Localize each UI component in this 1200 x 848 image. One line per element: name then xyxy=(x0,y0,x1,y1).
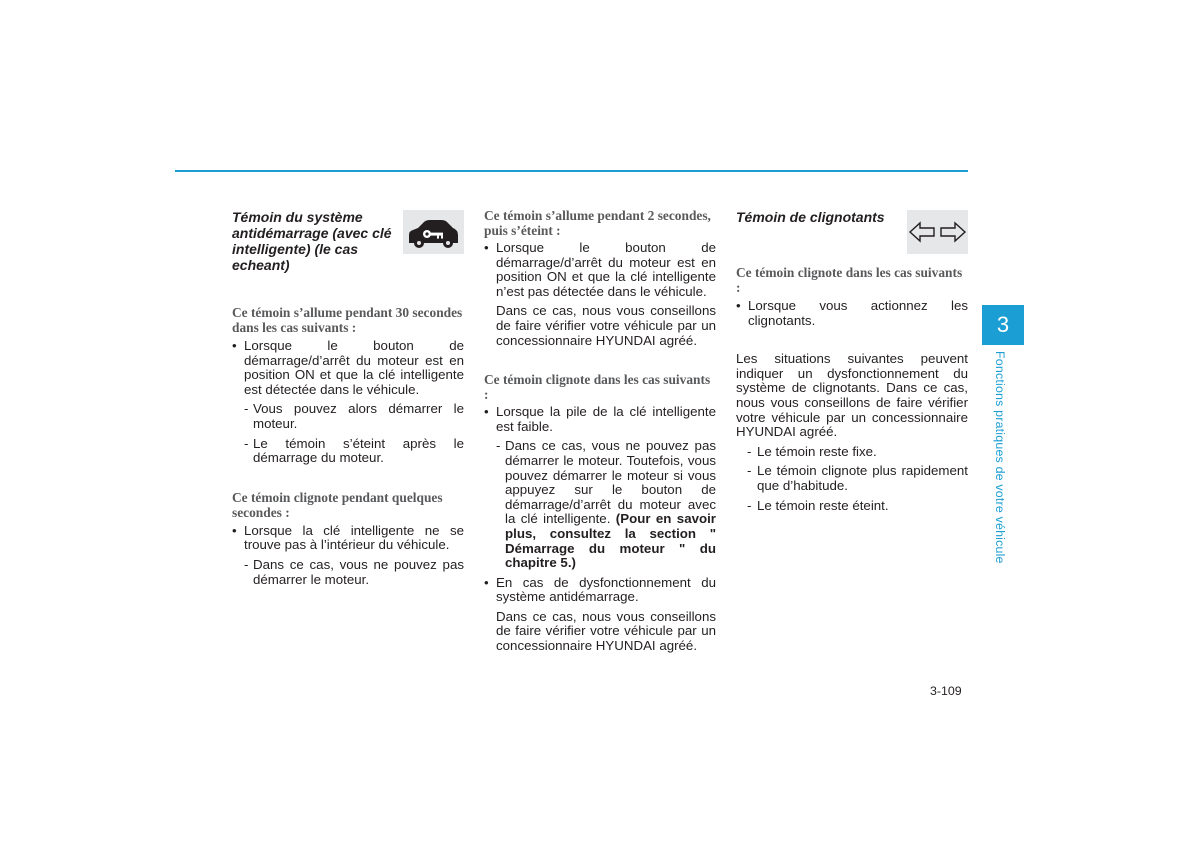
bullet-mark: • xyxy=(484,240,489,255)
chapter-title: Fonctions pratiques de votre véhicule xyxy=(993,351,1007,564)
followup-paragraph: Dans ce cas, nous vous conseillons de faire vérifier votre véhicule par un concessionnaire HYUNDAI agréé. xyxy=(496,608,716,654)
heading-turn-blinks: Ce témoin clignote dans les cas suivants : xyxy=(736,265,963,295)
top-divider xyxy=(175,170,968,172)
bullet-mark: • xyxy=(484,404,489,420)
section-title-immobilizer: Témoin du système antidémarrage (avec clé intelligente) (le cas echeant) xyxy=(232,209,392,273)
turn-signal-arrows-icon xyxy=(907,210,968,254)
list-item-text: Le témoin reste fixe. xyxy=(757,443,877,459)
bullet-mark: • xyxy=(736,298,741,313)
heading-blinks-cases: Ce témoin clignote dans les cas suivants : xyxy=(484,372,711,403)
list-item xyxy=(232,558,464,587)
list-item-text: Le témoin s’éteint après le démarrage du moteur. xyxy=(253,435,464,466)
bullet-mark: • xyxy=(232,522,237,538)
list-item xyxy=(232,524,464,553)
malfunction-paragraph: Les situations suivantes peuvent indiquer un dysfonctionnement du système de clignotants. Dans ce cas, nous vous conseillons de faire vérifier votre véhicule par un concessionnaire HYUNDAI agréé. xyxy=(736,351,968,440)
list-item xyxy=(736,499,968,514)
list-item xyxy=(232,402,464,431)
list-item xyxy=(232,339,464,397)
list-item-text: En cas de dysfonctionnement du système antidémarrage. xyxy=(496,574,716,605)
heading-lights-30s: Ce témoin s’allume pendant 30 secondes dans les cas suivants : xyxy=(232,305,463,335)
bullet-mark: • xyxy=(484,574,489,590)
followup-paragraph: Dans ce cas, nous vous conseillons de faire vérifier votre véhicule par un concessionnaire HYUNDAI agréé. xyxy=(496,303,716,348)
column-immobilizer xyxy=(232,208,464,587)
list-item-text: Lorsque le bouton de démarrage/d’arrêt du moteur est en position ON et que la clé intelligente est détectée dans le véhicule. xyxy=(244,338,464,397)
list-item xyxy=(484,576,716,605)
list-item xyxy=(484,405,716,434)
chapter-reference: (Pour en savoir plus, consultez la section " Démarrage du moteur " du chapitre 5.) xyxy=(505,511,716,571)
list-item-text: Le témoin clignote plus rapidement que d’habitude. xyxy=(757,463,968,493)
list-item xyxy=(736,464,968,493)
list-item xyxy=(736,299,968,328)
list-item-text: Lorsque le bouton de démarrage/d’arrêt du moteur est en position ON et que la clé intelligente n’est pas détectée dans le véhicule. xyxy=(496,240,716,299)
list-item-text: Dans ce cas, vous ne pouvez pas démarrer le moteur. xyxy=(253,556,464,587)
page-number: 3-109 xyxy=(930,684,962,698)
list-item xyxy=(484,241,716,299)
dash-mark: - xyxy=(244,401,249,417)
list-item xyxy=(484,439,716,570)
column-immobilizer-continued xyxy=(484,208,716,654)
list-item xyxy=(736,445,968,460)
dash-mark: - xyxy=(747,497,752,513)
list-item-text: Lorsque vous actionnez les clignotants. xyxy=(748,298,968,328)
list-item-text: Dans ce cas, vous ne pouvez pas démarrer le moteur. Toutefois, vous pouvez démarrer le moteur si vous appuyez sur le bouton de démarrage/d’arrêt du moteur avec la clé intelligente. xyxy=(505,438,716,527)
bullet-mark: • xyxy=(232,338,237,353)
dash-mark: - xyxy=(747,443,752,459)
list-item-text: Lorsque la clé intelligente ne se trouve pas à l’intérieur du véhicule. xyxy=(244,522,464,553)
heading-blinks-seconds: Ce témoin clignote pendant quelques secondes : xyxy=(232,489,443,520)
dash-mark: - xyxy=(244,435,249,451)
list-item-text: Vous pouvez alors démarrer le moteur. xyxy=(253,401,464,431)
list-item xyxy=(232,437,464,466)
chapter-tab: 3 xyxy=(982,305,1024,345)
dash-mark: - xyxy=(244,556,249,572)
list-item-text: Le témoin reste éteint. xyxy=(757,497,889,513)
list-item-text: Lorsque la pile de la clé intelligente est faible. xyxy=(496,404,716,434)
dash-mark: - xyxy=(496,438,501,454)
car-key-icon xyxy=(403,210,464,254)
dash-mark: - xyxy=(747,463,752,479)
heading-lights-2s: Ce témoin s’allume pendant 2 secondes, puis s’éteint : xyxy=(484,208,711,238)
section-title-turn-signals: Témoin de clignotants xyxy=(736,209,885,225)
